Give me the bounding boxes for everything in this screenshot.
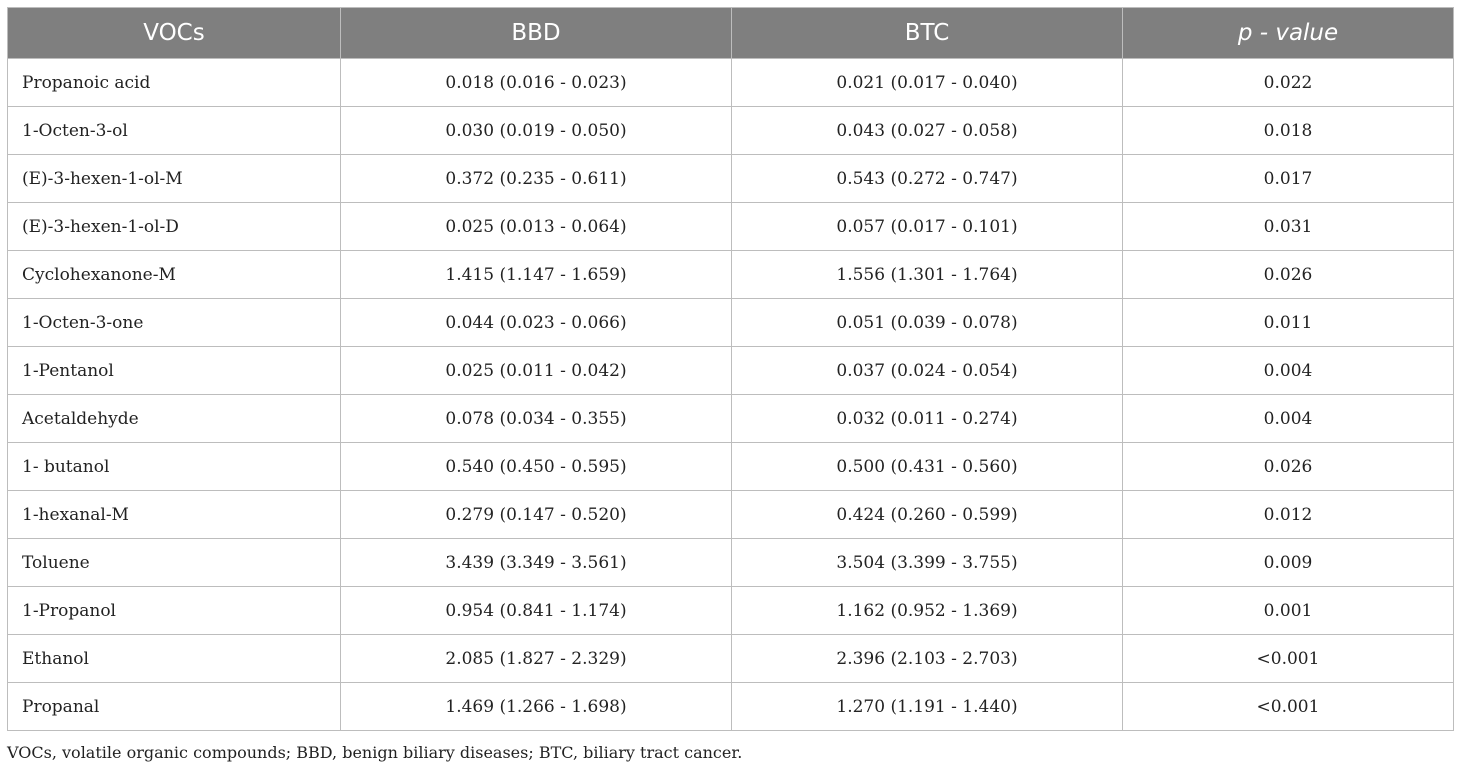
- table-row: [8, 347, 1454, 395]
- btc-value-cell: 1.162 (0.952 - 1.369): [732, 587, 1123, 635]
- bbd-value-cell: 0.279 (0.147 - 0.520): [341, 491, 732, 539]
- header-p-value-label: p - value: [1237, 20, 1339, 46]
- p-value-cell: 0.001: [1123, 587, 1454, 635]
- table-row: [8, 203, 1454, 251]
- bbd-value-cell: 0.078 (0.034 - 0.355): [341, 395, 732, 443]
- voc-name-cell: Propanal: [8, 683, 341, 731]
- p-value-cell: 0.012: [1123, 491, 1454, 539]
- btc-value-cell: 0.500 (0.431 - 0.560): [732, 443, 1123, 491]
- voc-table-container: [7, 7, 1453, 731]
- voc-name-cell: 1-hexanal-M: [8, 491, 341, 539]
- table-footnote: VOCs, volatile organic compounds; BBD, benign biliary diseases; BTC, biliary tract cancer.: [7, 743, 743, 762]
- voc-name-cell: 1-Octen-3-one: [8, 299, 341, 347]
- p-value-cell: 0.026: [1123, 251, 1454, 299]
- table-row: [8, 491, 1454, 539]
- p-value-cell: 0.009: [1123, 539, 1454, 587]
- table-row: [8, 395, 1454, 443]
- bbd-value-cell: 2.085 (1.827 - 2.329): [341, 635, 732, 683]
- p-value-cell: 0.018: [1123, 107, 1454, 155]
- bbd-value-cell: 0.540 (0.450 - 0.595): [341, 443, 732, 491]
- btc-value-cell: 0.032 (0.011 - 0.274): [732, 395, 1123, 443]
- bbd-value-cell: 0.954 (0.841 - 1.174): [341, 587, 732, 635]
- p-value-cell: 0.011: [1123, 299, 1454, 347]
- bbd-value-cell: 0.030 (0.019 - 0.050): [341, 107, 732, 155]
- bbd-value-cell: 0.025 (0.013 - 0.064): [341, 203, 732, 251]
- voc-name-cell: (E)-3-hexen-1-ol-M: [8, 155, 341, 203]
- btc-value-cell: 2.396 (2.103 - 2.703): [732, 635, 1123, 683]
- btc-value-cell: 3.504 (3.399 - 3.755): [732, 539, 1123, 587]
- voc-name-cell: 1-Octen-3-ol: [8, 107, 341, 155]
- btc-value-cell: 0.037 (0.024 - 0.054): [732, 347, 1123, 395]
- p-value-cell: 0.026: [1123, 443, 1454, 491]
- btc-value-cell: 0.021 (0.017 - 0.040): [732, 59, 1123, 107]
- voc-table: [7, 7, 1454, 731]
- voc-name-cell: 1- butanol: [8, 443, 341, 491]
- table-row: [8, 683, 1454, 731]
- p-value-cell: <0.001: [1123, 683, 1454, 731]
- bbd-value-cell: 3.439 (3.349 - 3.561): [341, 539, 732, 587]
- table-row: [8, 59, 1454, 107]
- table-body: [8, 59, 1454, 731]
- voc-name-cell: Acetaldehyde: [8, 395, 341, 443]
- p-value-cell: 0.004: [1123, 347, 1454, 395]
- voc-name-cell: (E)-3-hexen-1-ol-D: [8, 203, 341, 251]
- table-header: [8, 8, 1454, 59]
- header-btc: BTC: [732, 8, 1123, 59]
- btc-value-cell: 0.043 (0.027 - 0.058): [732, 107, 1123, 155]
- table-row: [8, 299, 1454, 347]
- btc-value-cell: 0.543 (0.272 - 0.747): [732, 155, 1123, 203]
- table-row: [8, 539, 1454, 587]
- table-row: [8, 251, 1454, 299]
- voc-name-cell: Cyclohexanone-M: [8, 251, 341, 299]
- table-row: [8, 587, 1454, 635]
- table-row: [8, 155, 1454, 203]
- table-row: [8, 443, 1454, 491]
- voc-name-cell: 1-Pentanol: [8, 347, 341, 395]
- bbd-value-cell: 1.415 (1.147 - 1.659): [341, 251, 732, 299]
- btc-value-cell: 0.057 (0.017 - 0.101): [732, 203, 1123, 251]
- table-row: [8, 635, 1454, 683]
- bbd-value-cell: 0.372 (0.235 - 0.611): [341, 155, 732, 203]
- bbd-value-cell: 1.469 (1.266 - 1.698): [341, 683, 732, 731]
- voc-name-cell: Ethanol: [8, 635, 341, 683]
- p-value-cell: 0.004: [1123, 395, 1454, 443]
- header-p-value: [1123, 8, 1454, 59]
- voc-name-cell: 1-Propanol: [8, 587, 341, 635]
- p-value-cell: 0.031: [1123, 203, 1454, 251]
- btc-value-cell: 1.556 (1.301 - 1.764): [732, 251, 1123, 299]
- btc-value-cell: 1.270 (1.191 - 1.440): [732, 683, 1123, 731]
- bbd-value-cell: 0.018 (0.016 - 0.023): [341, 59, 732, 107]
- p-value-cell: 0.017: [1123, 155, 1454, 203]
- voc-name-cell: Propanoic acid: [8, 59, 341, 107]
- header-bbd: BBD: [341, 8, 732, 59]
- bbd-value-cell: 0.025 (0.011 - 0.042): [341, 347, 732, 395]
- table-row: [8, 107, 1454, 155]
- bbd-value-cell: 0.044 (0.023 - 0.066): [341, 299, 732, 347]
- p-value-cell: 0.022: [1123, 59, 1454, 107]
- voc-name-cell: Toluene: [8, 539, 341, 587]
- header-vocs: VOCs: [8, 8, 341, 59]
- btc-value-cell: 0.051 (0.039 - 0.078): [732, 299, 1123, 347]
- header-row: [8, 8, 1454, 59]
- p-value-cell: <0.001: [1123, 635, 1454, 683]
- btc-value-cell: 0.424 (0.260 - 0.599): [732, 491, 1123, 539]
